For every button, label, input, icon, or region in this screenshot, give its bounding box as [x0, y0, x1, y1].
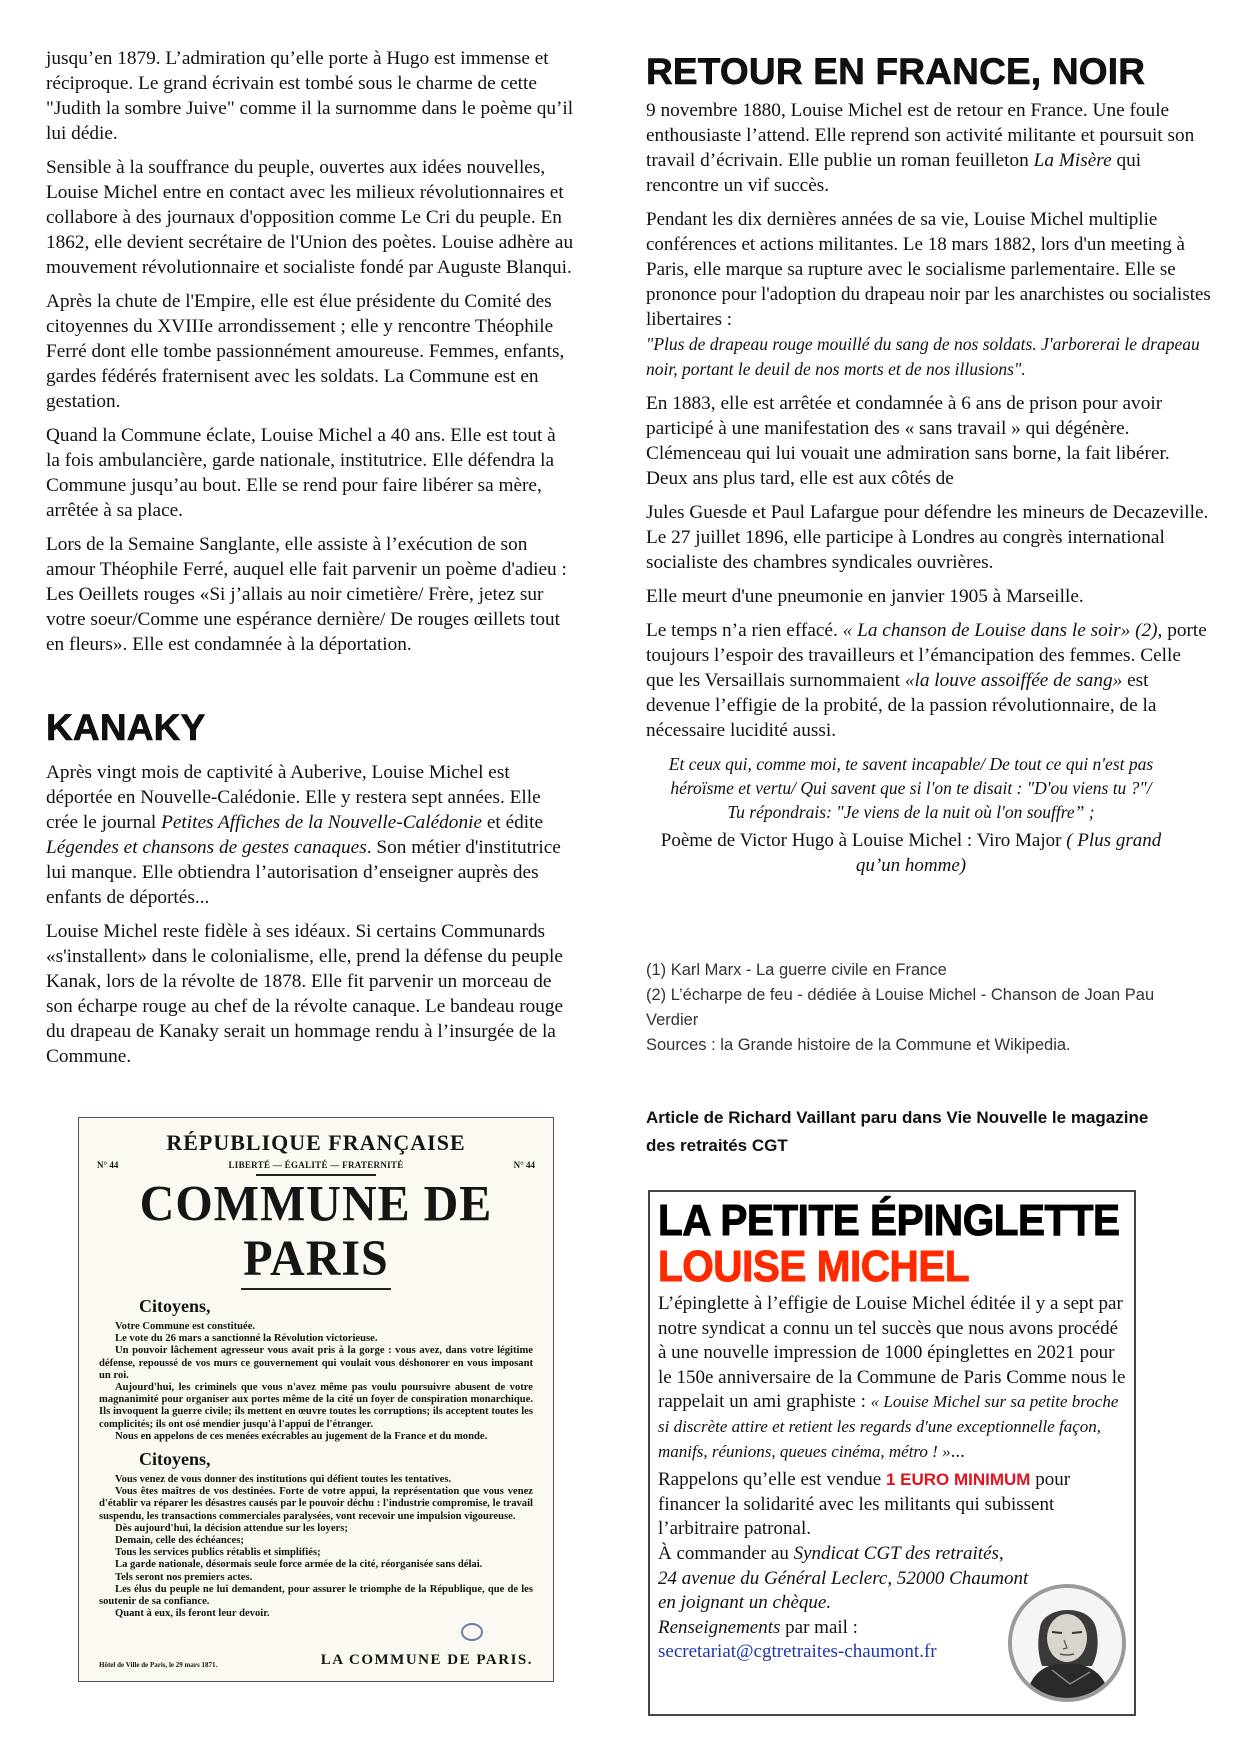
poster-rule	[241, 1288, 391, 1290]
louise-michel-portrait-image	[1008, 1584, 1126, 1702]
text: et édite	[482, 812, 544, 833]
epinglette-paragraph-2	[658, 1468, 1126, 1542]
retour-paragraph-3: En 1883, elle est arrêtée et condamnée à 6 ans de prison pour avoir participé à une manifestation des « sans travail » qui dégénère. Clémenceau qui lui vouait une admiration sans borne, la fait libérer. Deux ans plus tard, elle est aux côtés de	[646, 393, 1170, 489]
sources: Sources : la Grande histoire de la Commune et Wikipedia.	[646, 1036, 1071, 1054]
poster-number-right: N° 44	[513, 1160, 535, 1170]
translation: ( Plus grand qu’un homme)	[855, 830, 1162, 876]
text: qui rencontre un vif succès.	[646, 150, 1142, 196]
journal-title: Petites Affiches de la Nouvelle-Calédonie	[161, 812, 483, 833]
paragraph-semaine-sanglante: Lors de la Semaine Sanglante, elle assiste à l’exécution de son amour Théophile Ferré, auquel elle fait parvenir un poème d'adieu : Les Oeillets rouges «Si j’allais au noir cimetière/ Frère, jetez sur votre soeur/Comme une espérance dernière/ De rouges œillets tout en fleurs». Elle est condamnée à la déportation.	[46, 534, 567, 655]
footnote-2: (2) L’écharpe de feu - dédiée à Louise Michel - Chanson de Joan Pau Verdier	[646, 986, 1155, 1029]
text: 9 novembre 1880, Louise Michel est de retour en France. Une foule enthousiaste l’attend. Elle reprend son activité militante et poursuit son travail d’écrivain. Elle publie un roman feuilleton	[646, 100, 1195, 171]
retour-heading: RETOUR EN FRANCE, NOIR	[646, 51, 1146, 92]
order-line	[658, 1542, 1126, 1567]
song-title: « La chanson de Louise dans le soir» (2),	[842, 620, 1163, 641]
poster-line: Nous en appelons de ces menées exécrables au jugement de la France et du monde.	[115, 1430, 488, 1442]
portrait-icon	[1012, 1588, 1122, 1698]
poster-stamp-icon	[461, 1623, 483, 1641]
address: 24 avenue du Général Leclerc, 52000 Chaumont	[658, 1567, 1029, 1589]
paragraph-sensible: Sensible à la souffrance du peuple, ouvertes aux idées nouvelles, Louise Michel entre en contact avec les milieux révolutionnaires et collabore à des journaux d'opposition comme Le Cri du peuple. En 1862, elle devient secrétaire de l'Union des poètes. Louise adhère au mouvement révolutionnaire et socialiste fondé par Auguste Blanqui.	[46, 157, 574, 278]
kanaky-paragraph-1	[46, 760, 574, 910]
poster-line: Vous êtes maîtres de vos destinées. Forte de votre appui, la représentation que vous venez d'établir va réparer les désastres causés par le pouvoir déchu : l'industrie compromise, le travail suspendu, les transactions commerciales paralysées, vont recevoir une impulsion vigoureuse.	[99, 1486, 533, 1522]
epinglette-paragraph-1	[658, 1292, 1126, 1464]
kanaky-heading: KANAKY	[46, 707, 206, 748]
epinglette-box	[648, 1190, 1136, 1716]
poster-text-block-2	[79, 1474, 553, 1620]
poster-motto: LIBERTÉ — ÉGALITÉ — FRATERNITÉ	[228, 1160, 404, 1170]
novel-title: La Misère	[1033, 150, 1112, 171]
cheque-note: en joignant un chèque.	[658, 1592, 832, 1614]
epinglette-title: LA PETITE ÉPINGLETTE	[658, 1196, 1120, 1245]
poster-line: Un pouvoir lâchement agresseur vous avait pris à la gorge : vous avez, dans votre légitime défense, repoussé de vos murs ce gouvernement qui voulait vous déshonorer en vous imposant un roi.	[99, 1345, 533, 1381]
footnote-1: (1) Karl Marx - La guerre civile en France	[646, 961, 947, 979]
text: ...	[950, 1440, 965, 1462]
poster-line: Vous venez de vous donner des institutions qui défient toutes les tentatives.	[115, 1474, 452, 1486]
text: est devenue l’effigie de la probité, de la passion révolutionnaire, de la nécessaire lucidité aussi.	[646, 670, 1157, 741]
retour-paragraph-4: Jules Guesde et Paul Lafargue pour défendre les mineurs de Decazeville. Le 27 juillet 1896, elle participe à Londres au congrès international socialiste des chambres syndicales ouvrières.	[646, 502, 1209, 573]
text: Pendant les dix dernières années de sa vie, Louise Michel multiplie conférences et actions militantes. Le 18 mars 1882, lors d'un meeting à Paris, elle marque sa rupture avec le socialisme parlementaire. Elle se prononce pour l'adoption du drapeau noir par les anarchistes ou socialistes libertaires :	[646, 209, 1211, 330]
right-column	[646, 52, 1212, 878]
poster-text-block-1	[79, 1321, 553, 1443]
kanaky-section	[46, 760, 574, 1078]
article-credit: Article de Richard Vaillant paru dans Vie Nouvelle le magazine des retraités CGT	[646, 1108, 1149, 1155]
poster-line: Les élus du peuple ne lui demandent, pour assurer le triomphe de la République, que de les soutenir de sa confiance.	[99, 1583, 533, 1608]
poem-line: héroïsme et vertu/ Qui savent que si l'on te disait : "D'ou viens tu ?"/	[670, 778, 1152, 798]
text: Après vingt mois de captivité à Auberive, Louise Michel est déportée en Nouvelle-Calédonie. Elle y restera sept années. Elle crée le journal	[46, 762, 541, 833]
poster-number-left: N° 44	[97, 1160, 119, 1170]
epinglette-subtitle: LOUISE MICHEL	[658, 1242, 970, 1291]
poster-salutation: Citoyens,	[139, 1296, 211, 1316]
poster-line: Dès aujourd'hui, la décision attendue sur les loyers;	[115, 1522, 348, 1534]
poster-title: COMMUNE DE PARIS	[139, 1176, 493, 1287]
left-column	[46, 46, 574, 666]
poster-line: Tels seront nos premiers actes.	[115, 1571, 253, 1583]
text: porte toujours l’espoir des travailleurs et l’émancipation des femmes. Celle que les Versaillais surnommaient	[646, 620, 1207, 691]
retour-paragraph-6	[646, 618, 1212, 743]
hugo-poem	[646, 752, 1176, 878]
paragraph-hugo: jusqu’en 1879. L’admiration qu’elle porte à Hugo est immense et réciproque. Le grand écrivain est tombé sous le charme de cette "Judith la sombre Juive" comme il la surnomme dans le poème qu’il lui dédie.	[46, 48, 574, 144]
commune-poster-image	[78, 1117, 554, 1682]
poem-line: Tu répondrais: "Je viens de la nuit où l'on souffre” ;	[727, 802, 1095, 822]
paragraph-empire: Après la chute de l'Empire, elle est élue présidente du Comité des citoyennes du XVIIIe arrondissement ; elle y rencontre Théophile Ferré dont elle tombe passionnément amoureuse. Femmes, enfants, gardes fédérés fraternisent avec les soldats. La Commune est en gestation.	[46, 291, 565, 412]
text: Renseignements	[658, 1616, 781, 1638]
poem-line: Et ceux qui, comme moi, te savent incapable/ De tout ce qui n'est pas	[668, 754, 1154, 774]
footnotes	[646, 958, 1186, 1058]
syndicat-name: Syndicat CGT des retraités,	[793, 1542, 1004, 1564]
poster-footer	[99, 1652, 533, 1669]
kanaky-paragraph-2: Louise Michel reste fidèle à ses idéaux. Si certains Communards «s'installent» dans le colonialisme, elle, prend la défense du peuple Kanak, lors de la révolte de 1878. Elle fit parvenir un morceau de son écharpe rouge au chef de la révolte canaque. Le bandeau rouge du drapeau de Kanaky serait un hommage rendu à l’insurgée de la Commune.	[46, 921, 564, 1067]
retour-paragraph-5: Elle meurt d'une pneumonie en janvier 1905 à Marseille.	[646, 586, 1084, 607]
poster-republique: RÉPUBLIQUE FRANÇAISE	[166, 1130, 466, 1155]
email-link[interactable]: secretariat@cgtretraites-chaumont.fr	[658, 1641, 937, 1663]
text: . Son métier d'institutrice lui manque. Elle obtiendra l’autorisation d’enseigner auprès des enfants de déportés...	[46, 837, 561, 908]
book-title: Légendes et chansons de gestes canaques	[46, 837, 367, 858]
text: L’épinglette à l’effigie de Louise Michel éditée il y a sept par notre syndicat a connu un tel succès que nous avons procédé à une nouvelle impression de 1000 épinglettes en 2021 pour le 150e anniversaire de la Commune de Paris Comme nous le rappelait un ami graphiste :	[658, 1293, 1126, 1413]
poster-signature: LA COMMUNE DE PARIS.	[320, 1652, 533, 1668]
poster-date: Hôtel de Ville de Paris, le 29 mars 1871.	[99, 1661, 218, 1669]
poem-attribution	[646, 828, 1176, 878]
poster-line: Votre Commune est constituée.	[115, 1321, 256, 1332]
text: pour financer la solidarité avec les militants qui subissent l’arbitraire patronal.	[658, 1469, 1071, 1540]
nickname: «la louve assoiffée de sang»	[904, 670, 1123, 691]
poster-line: Aujourd'hui, les criminels que vous n'avez même pas voulu poursuivre abusent de votre magnanimité pour organiser aux portes même de la cité un foyer de conspiration monarchique. Ils invoquent la guerre civile; ils mettent en œuvre toutes les corruptions; ils acceptent toutes les complicités; ils ont osé mendier jusqu'à l'appui de l'étranger.	[99, 1382, 533, 1430]
poster-line: Le vote du 26 mars a sanctionné la Révolution victorieuse.	[115, 1333, 378, 1345]
poster-line: La garde nationale, désormais seule force armée de la cité, réorganisée sans délai.	[115, 1559, 483, 1571]
text: À commander au	[658, 1542, 794, 1564]
paragraph-commune: Quand la Commune éclate, Louise Michel a 40 ans. Elle est tout à la fois ambulancière, garde nationale, institutrice. Elle défendra la Commune jusqu’au bout. Elle se rend pour faire libérer sa mère, arrêtée à sa place.	[46, 425, 556, 521]
poster-line: Demain, celle des échéances;	[115, 1535, 244, 1547]
price-highlight: 1 EURO MINIMUM	[885, 1470, 1031, 1490]
poster-subline	[79, 1160, 553, 1170]
graphiste-quote: « Louise Michel sur sa petite broche si discrète attire et retient les regards d'une exceptionnelle façon, manifs, réunions, queues cinéma, métro ! »	[658, 1392, 1119, 1461]
retour-paragraph-1	[646, 98, 1212, 198]
text: Rappelons qu’elle est vendue	[658, 1469, 886, 1491]
poster-salutation: Citoyens,	[139, 1449, 211, 1470]
text: par mail :	[780, 1616, 858, 1638]
text: Le temps n’a rien effacé.	[646, 620, 843, 641]
poster-line: Tous les services publics rétablis et simplifiés;	[115, 1547, 321, 1559]
drapeau-quote: "Plus de drapeau rouge mouillé du sang de nos soldats. J'arborerai le drapeau noir, portant le deuil de nos morts et de nos illusions".	[646, 334, 1200, 379]
text: Poème de Victor Hugo à Louise Michel : Viro Major	[660, 830, 1067, 851]
poster-line: Quant à eux, ils feront leur devoir.	[115, 1608, 270, 1620]
retour-paragraph-2	[646, 207, 1212, 382]
